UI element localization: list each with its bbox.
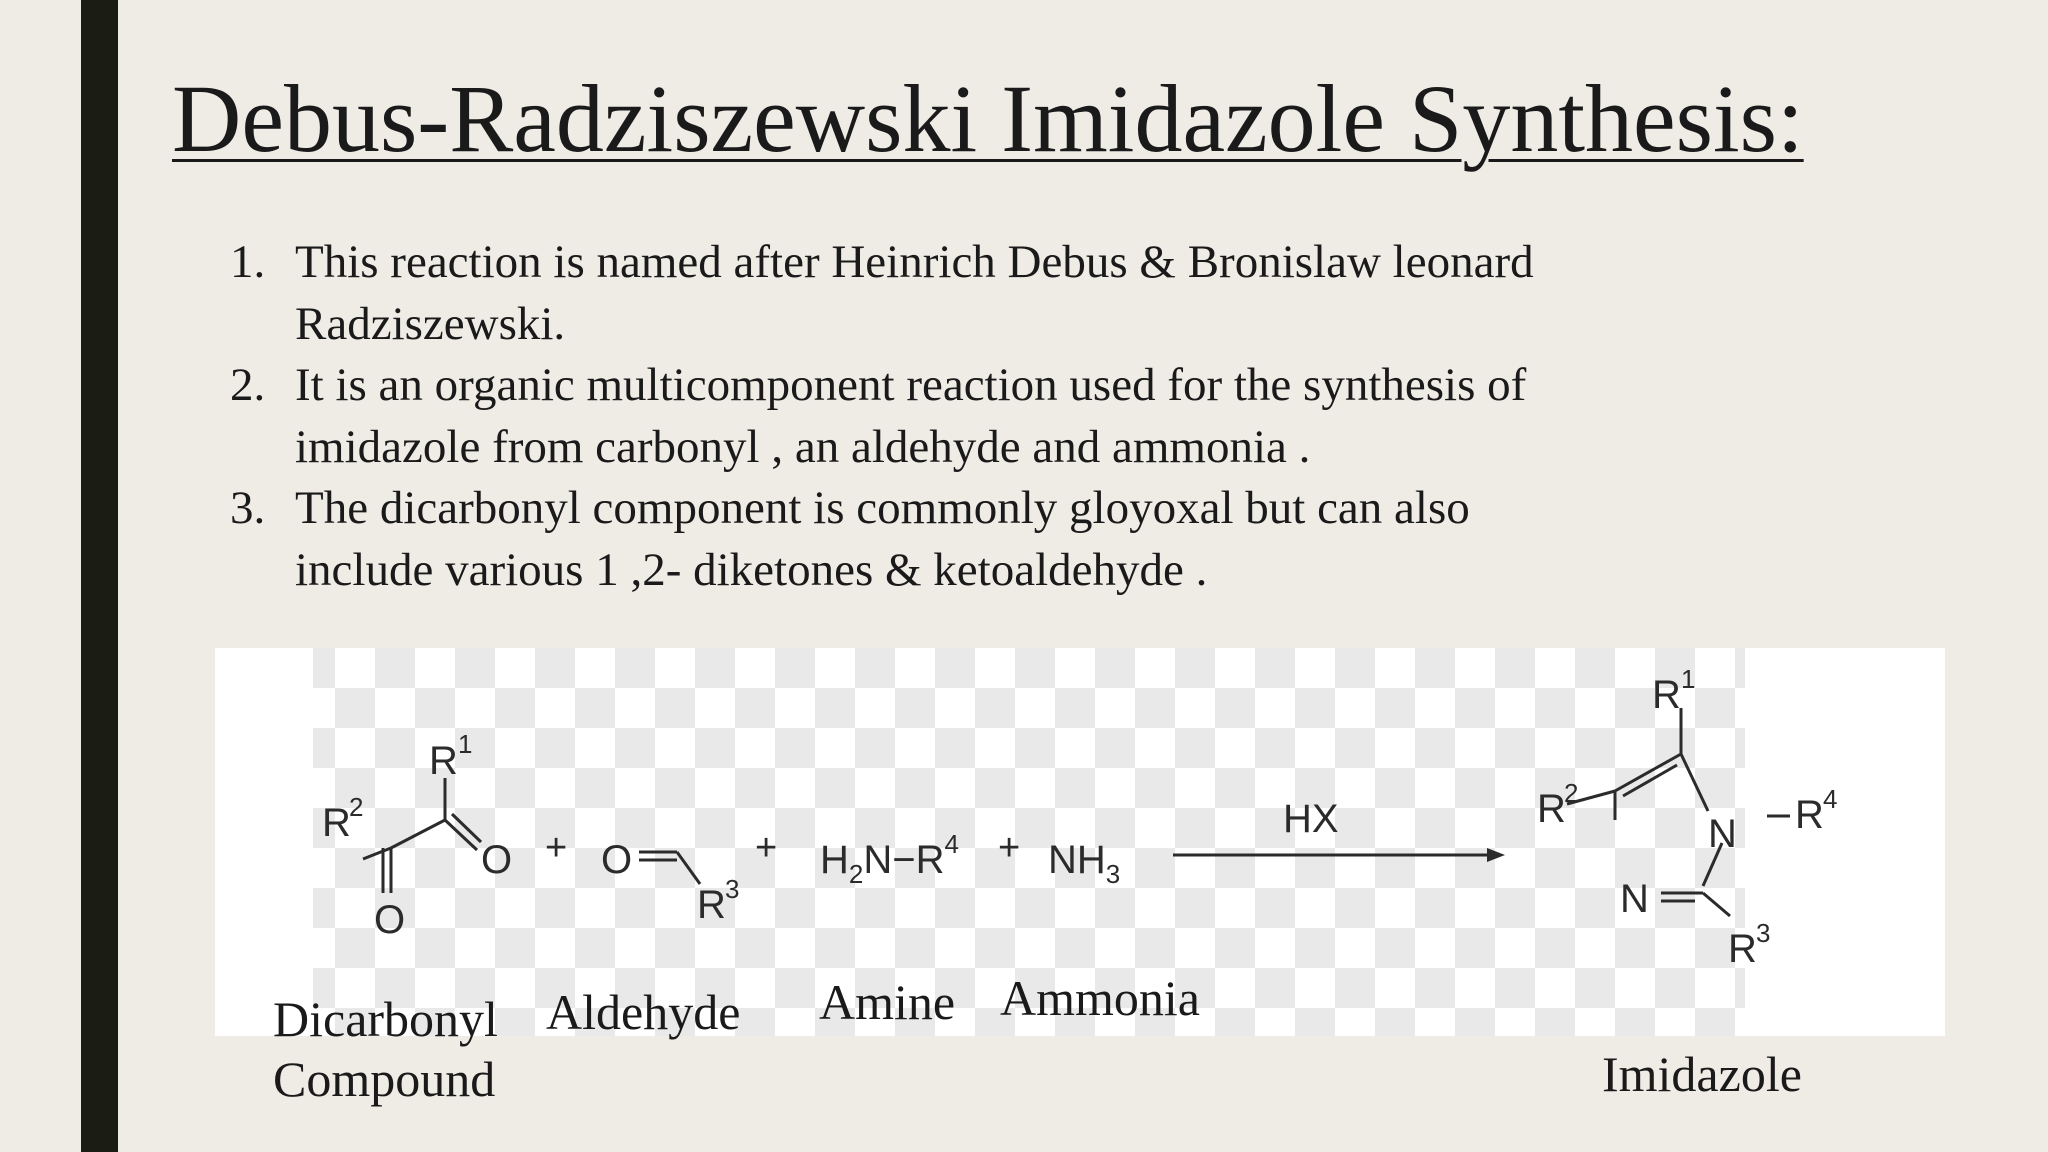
atom-r: R	[429, 739, 458, 783]
atom-r: R	[1652, 673, 1681, 717]
atom-sup: 1	[458, 729, 473, 759]
plus-sign: +	[545, 827, 568, 869]
atom-sup: 2	[1564, 778, 1579, 808]
atom-sup: 1	[1681, 664, 1696, 694]
list-number: 2.	[230, 359, 266, 411]
atom-nitrogen: N	[1620, 877, 1649, 921]
ammonia-formula: $NH_3$	[1048, 838, 1121, 889]
atom-r: R	[1537, 787, 1566, 831]
atom-sup: 3	[725, 874, 740, 904]
atom-sup: 2	[349, 792, 364, 822]
label-ammonia: Ammonia	[1000, 970, 1200, 1026]
list-item	[230, 355, 1755, 478]
atom-r: R	[1728, 927, 1757, 971]
atom-r: R	[697, 883, 726, 927]
list-text-line: Radziszewski.	[295, 297, 566, 350]
list-text-line: include various 1 ,2- diketones & ketoaldehyde .	[295, 543, 1208, 596]
bullet-list	[230, 232, 1755, 601]
atom-oxygen: O	[481, 838, 513, 882]
amine-formula: $H_2N-R^4$	[820, 829, 959, 889]
label-imidazole: Imidazole	[1602, 1046, 1802, 1102]
list-text-line: This reaction is named after Heinrich Debus & Bronislaw leonard	[295, 236, 1534, 288]
list-text-line: It is an organic multicomponent reaction used for the synthesis of	[295, 359, 1527, 411]
plus-sign: +	[998, 827, 1021, 869]
accent-bar	[81, 0, 118, 1152]
atom-r: R	[322, 801, 351, 845]
label-line: Dicarbonyl	[273, 991, 498, 1047]
list-number: 3.	[230, 482, 266, 534]
list-text-line: The dicarbonyl component is commonly gloyoxal but can also	[295, 482, 1470, 534]
list-number: 1.	[230, 236, 266, 288]
reaction-condition: HX	[1283, 797, 1339, 841]
plus-sign: +	[755, 827, 778, 869]
atom-sup: 3	[1756, 918, 1771, 948]
list-item	[230, 232, 1755, 355]
atom-r: R	[1795, 793, 1824, 837]
atom-nitrogen: N	[1708, 812, 1737, 856]
atom-oxygen: O	[601, 838, 633, 882]
label-dicarbonyl	[273, 989, 498, 1109]
label-aldehyde: Aldehyde	[546, 984, 741, 1040]
atom-oxygen: O	[374, 898, 406, 942]
slide-title: Debus-Radziszewski Imidazole Synthesis:	[172, 65, 1804, 172]
label-amine: Amine	[819, 974, 956, 1030]
list-item	[230, 478, 1755, 601]
list-text-line: imidazole from carbonyl , an aldehyde and ammonia .	[295, 420, 1311, 473]
atom-sup: 4	[1823, 784, 1838, 814]
label-line: Compound	[273, 1051, 496, 1107]
